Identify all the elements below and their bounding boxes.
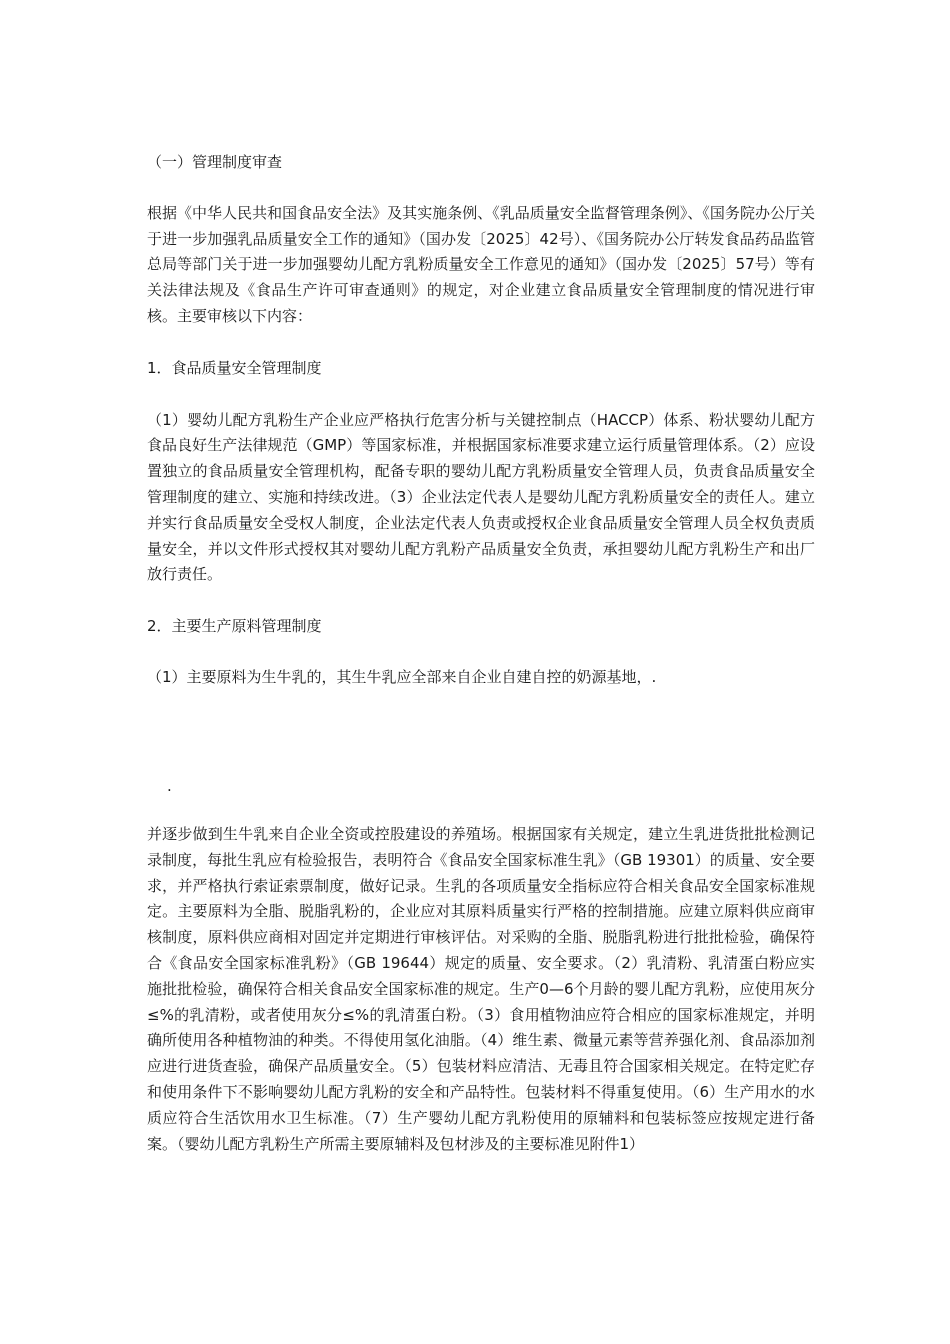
raw-material-paragraph-start: （1）主要原料为生牛乳的，其生牛乳应全部来自企业自建自控的奶源基地，. — [147, 667, 657, 686]
document-body-continued — [147, 822, 815, 1157]
heading-raw-material-management: 2．主要生产原料管理制度 — [147, 617, 322, 636]
stray-dot: . — [167, 777, 172, 795]
quality-management-paragraph: （1）婴幼儿配方乳粉生产企业应严格执行危害分析与关键控制点（HACCP）体系、粉状婴幼儿配方食品良好生产法律规范（GMP）等国家标准，并根据国家标准要求建立运行质量管理体系。（2）应设置独立的食品质量安全管理机构，配备专职的婴幼儿配方乳粉质量安全管理人员，负责食品质量安全管理制度的建立、实施和持续改进。（3）企业法定代表人是婴幼儿配方乳粉质量安全的责任人。建立并实行食品质量安全受权人制度，企业法定代表人负责或授权企业食品质量安全管理人员全权负责质量安全，并以文件形式授权其对婴幼儿配方乳粉产品质量安全负责，承担婴幼儿配方乳粉生产和出厂放行责任。 — [147, 410, 815, 584]
document-body — [147, 150, 815, 691]
intro-paragraph: 根据《中华人民共和国食品安全法》及其实施条例、《乳品质量安全监督管理条例》、《国务院办公厅关于进一步加强乳品质量安全工作的通知》（国办发〔2025〕42号）、《国务院办公厅转发食品药品监管总局等部门关于进一步加强婴幼儿配方乳粉质量安全工作意见的通知》（国办发〔2025〕57号）等有关法律法规及《食品生产许可审查通则》的规定，对企业建立食品质量安全管理制度的情况进行审核。主要审核以下内容： — [147, 203, 815, 325]
heading-quality-management: 1．食品质量安全管理制度 — [147, 358, 322, 377]
raw-material-paragraph-continued: 并逐步做到生牛乳来自企业全资或控股建设的养殖场。根据国家有关规定，建立生乳进货批批检测记录制度，每批生乳应有检验报告，表明符合《食品安全国家标准生乳》（GB 19301）的质量、安全要求，并严格执行索证索票制度，做好记录。生乳的各项质量安全指标应符合相关食品安全国家标准规定。主要原料为全脂、脱脂乳粉的，企业应对其原料质量实行严格的控制措施。应建立原料供应商审核制度，原料供应商相对固定并定期进行审核评估。对采购的全脂、脱脂乳粉进行批批检验，确保符合《食品安全国家标准乳粉》（GB 19644）规定的质量、安全要求。（2）乳清粉、乳清蛋白粉应实施批批检验，确保符合相关食品安全国家标准的规定。生产0—6个月龄的婴儿配方乳粉，应使用灰分≤%的乳清粉，或者使用灰分≤%的乳清蛋白粉。（3）食用植物油应符合相应的国家标准规定，并明确所使用各种植物油的种类。不得使用氢化油脂。（4）维生素、微量元素等营养强化剂、食品添加剂应进行进货查验，确保产品质量安全。（5）包装材料应清洁、无毒且符合国家相关规定。在特定贮存和使用条件下不影响婴幼儿配方乳粉的安全和产品特性。包装材料不得重复使用。（6）生产用水的水质应符合生活饮用水卫生标准。（7）生产婴幼儿配方乳粉使用的原辅料和包装标签应按规定进行备案。（婴幼儿配方乳粉生产所需主要原辅料及包材涉及的主要标准见附件1） — [147, 825, 815, 1153]
section-title: （一）管理制度审查 — [147, 153, 283, 171]
